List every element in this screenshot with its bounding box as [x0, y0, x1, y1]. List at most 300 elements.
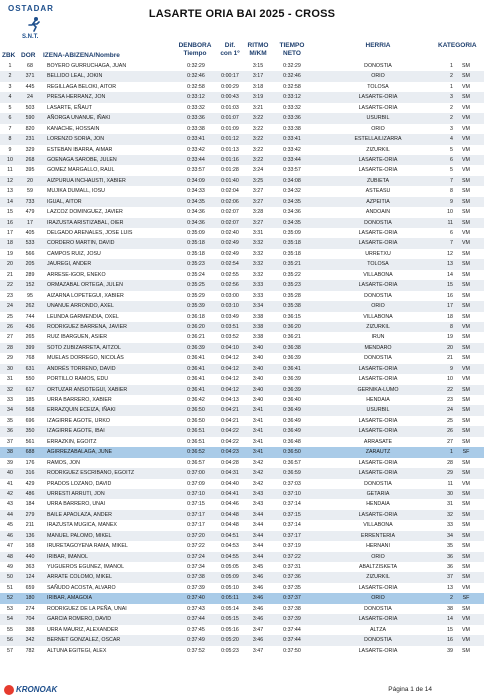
table-row: [0, 499, 484, 509]
cell-city: HENDAIA: [366, 397, 390, 403]
table-row: [0, 103, 484, 113]
cell-diff: 0:04:53: [221, 543, 239, 550]
cell-city: LASARTE-ORIA: [358, 156, 398, 163]
cell-name: LASARTE, EÑAUT: [47, 104, 92, 111]
cell-position: 17: [7, 230, 13, 236]
cell-bib: 503: [25, 104, 35, 111]
cell-time: 0:37:17: [187, 511, 205, 518]
cell-time: 0:37:20: [187, 532, 205, 539]
table-row: [0, 124, 484, 134]
table-row: [0, 113, 484, 123]
cell-bib: 590: [25, 115, 35, 122]
table-row: [0, 218, 484, 228]
cell-category-position: 11: [447, 480, 453, 487]
cell-city: ORIO: [371, 125, 385, 132]
timing-logo: [4, 684, 68, 696]
cell-diff: 0:05:05: [221, 564, 239, 570]
cell-category: SM: [462, 386, 470, 393]
cell-position: 29: [7, 355, 13, 362]
cell-position: 41: [7, 480, 13, 487]
cell-name: PRESA HERRANZ, JON: [47, 94, 106, 101]
cell-category: SM: [462, 490, 470, 497]
cell-time: 0:37:38: [187, 574, 205, 581]
page-indicator: Página 1 de 14: [388, 686, 432, 693]
table-row: [0, 385, 484, 395]
cell-time: 0:33:32: [187, 104, 205, 111]
cell-diff: 0:02:06: [221, 198, 239, 205]
cell-pace: 3:40: [252, 344, 264, 351]
cell-name: LAZCOZ DOMINGUEZ, JAVIER: [47, 209, 123, 216]
cell-net-time: 0:36:40: [283, 397, 301, 403]
table-row: [0, 447, 484, 457]
table-row: [0, 635, 484, 645]
cell-diff: 0:04:46: [221, 501, 239, 508]
cell-pace: 3:42: [252, 470, 264, 477]
cell-name: BOYERO GURRUCHAGA, JUAN: [47, 63, 127, 69]
cell-name: IRIBAR, IMANOL: [47, 553, 88, 560]
table-row: [0, 312, 484, 322]
cell-pace: 3:19: [252, 94, 264, 101]
cell-position: 31: [7, 376, 13, 383]
cell-category: SM: [462, 198, 470, 205]
cell-diff: 0:04:12: [221, 386, 239, 393]
cell-pace: 3:38: [252, 323, 264, 330]
cell-city: VILLABONA: [363, 313, 393, 320]
cell-category-position: 24: [447, 407, 453, 414]
cell-net-time: 0:37:35: [283, 584, 301, 591]
cell-city: ZIZURKIL: [366, 574, 390, 581]
cell-net-time: 0:32:29: [283, 63, 301, 69]
cell-city: LASARTE-ORIA: [358, 230, 398, 236]
cell-diff: 0:02:55: [221, 271, 239, 278]
cell-net-time: 0:36:20: [283, 323, 301, 330]
table-row: [0, 270, 484, 280]
table-row: [0, 353, 484, 363]
table-row: [0, 259, 484, 269]
cell-net-time: 0:36:21: [283, 334, 301, 341]
cell-category-position: 2: [450, 73, 453, 80]
cell-time: 0:37:09: [187, 480, 205, 487]
cell-pace: 3:44: [252, 511, 264, 518]
cell-category-position: 23: [447, 397, 453, 403]
cell-city: USURBIL: [366, 407, 390, 414]
cell-category: VM: [462, 136, 470, 143]
cell-category-position: 37: [447, 574, 453, 581]
cell-name: URRA BARRERO, XABIER: [47, 397, 112, 403]
cell-bib: 205: [25, 261, 35, 268]
cell-net-time: 0:34:32: [283, 188, 301, 195]
cell-name: IRIBAR, AMAGOIA: [47, 595, 93, 602]
cell-category: SM: [462, 94, 470, 101]
cell-net-time: 0:37:10: [283, 490, 301, 497]
cell-bib: 704: [25, 616, 35, 623]
cell-category: SM: [462, 647, 470, 654]
cell-diff: 0:01:03: [221, 104, 239, 111]
cell-pace: 3:40: [252, 355, 264, 362]
cell-pace: 3:44: [252, 532, 264, 539]
cell-category-position: 1: [450, 449, 453, 456]
cell-pace: 3:15: [252, 63, 264, 69]
cell-pace: 3:44: [252, 522, 264, 529]
cell-pace: 3:46: [252, 595, 264, 602]
cell-category: SF: [462, 595, 470, 602]
cell-category: SM: [462, 188, 470, 195]
cell-category: VM: [462, 616, 470, 623]
cell-diff: 0:02:49: [221, 250, 239, 257]
cell-diff: 0:04:13: [221, 397, 239, 403]
cell-position: 16: [7, 219, 13, 226]
cell-city: ZARAUTZ: [365, 449, 391, 456]
cell-position: 45: [7, 522, 13, 529]
cell-city: AZPEITIA: [366, 198, 390, 205]
cell-category-position: 26: [447, 428, 453, 435]
table-row: [0, 541, 484, 551]
cell-bib: 659: [25, 584, 35, 591]
cell-diff: 0:04:48: [221, 522, 239, 529]
cell-time: 0:36:52: [187, 449, 205, 456]
cell-net-time: 0:36:15: [283, 313, 301, 320]
cell-position: 55: [7, 626, 13, 633]
cell-name: AÑORGA UNANUE, IÑAKI: [47, 115, 111, 122]
cell-net-time: 0:35:21: [283, 261, 301, 268]
cell-time: 0:37:40: [187, 595, 205, 602]
cell-name: SOTO ZUBIZARRETA, AITZOL: [47, 344, 121, 351]
table-row: [0, 165, 484, 175]
cell-net-time: 0:37:36: [283, 574, 301, 581]
cell-city: ASTEASU: [365, 188, 391, 195]
table-row: [0, 291, 484, 301]
cell-name: RODRIGUEZ ESCRIBANO, EGOITZ: [47, 470, 135, 477]
cell-category-position: 14: [447, 271, 453, 278]
cell-category-position: 2: [450, 595, 453, 602]
cell-category: SM: [462, 313, 470, 320]
cell-name: ORTUZAR ANSOTEGUI, XABIER: [47, 386, 128, 393]
cell-time: 0:34:09: [187, 177, 205, 184]
cell-bib: 350: [25, 428, 35, 435]
cell-diff: 0:00:17: [221, 73, 239, 80]
cell-net-time: 0:35:09: [283, 230, 301, 236]
cell-time: 0:36:39: [187, 344, 205, 351]
cell-diff: 0:04:48: [221, 511, 239, 518]
cell-time: 0:37:22: [187, 543, 205, 550]
cell-time: 0:35:23: [187, 261, 205, 268]
cell-net-time: 0:35:23: [283, 282, 301, 289]
cell-bib: 185: [25, 397, 35, 403]
cell-bib: 274: [25, 605, 35, 612]
cell-category: VM: [462, 125, 470, 132]
cell-diff: 0:04:55: [221, 553, 239, 560]
cell-position: 40: [7, 470, 13, 477]
cell-position: 48: [7, 553, 13, 560]
cell-name: RUIZ IBARGUEN, ASIER: [47, 334, 108, 341]
cell-pace: 3:40: [252, 386, 264, 393]
col-pace-line1: RITMO: [247, 42, 269, 49]
cell-category: VM: [462, 637, 470, 644]
cell-bib: 136: [25, 532, 35, 539]
cell-category: SF: [462, 449, 470, 456]
table-row: [0, 61, 484, 71]
table-row: [0, 416, 484, 426]
cell-city: DONOSTIA: [364, 480, 392, 487]
cell-category-position: 30: [447, 490, 453, 497]
cell-category-position: 32: [447, 511, 453, 518]
cell-category: SM: [462, 564, 470, 570]
cell-category-position: 8: [450, 323, 453, 330]
cell-category-position: 10: [447, 209, 453, 216]
cell-pace: 3:46: [252, 584, 264, 591]
cell-position: 44: [7, 511, 13, 518]
cell-city: LASARTE-ORIA: [358, 584, 398, 591]
col-net-line1: TIEMPO: [279, 42, 305, 49]
cell-position: 37: [7, 438, 13, 445]
cell-category: SM: [462, 417, 470, 424]
cell-category: VM: [462, 104, 470, 111]
cell-category-position: 9: [450, 198, 453, 205]
cell-diff: 0:03:51: [221, 323, 239, 330]
cell-diff: 0:04:10: [221, 344, 239, 351]
cell-diff: 0:01:09: [221, 125, 239, 132]
table-row: [0, 458, 484, 468]
cell-bib: 342: [25, 637, 35, 644]
cell-time: 0:36:20: [187, 323, 205, 330]
cell-city: MENDARO: [364, 344, 392, 351]
cell-position: 21: [7, 271, 13, 278]
club-logo-text: OSTADAR: [8, 4, 54, 13]
cell-net-time: 0:37:38: [283, 605, 301, 612]
cell-position: 49: [7, 564, 13, 570]
cell-city: VILLABONA: [363, 271, 393, 278]
cell-name: ORMAZABAL ORTEGA, JULEN: [47, 282, 123, 289]
cell-pace: 3:21: [252, 104, 264, 111]
cell-category: SM: [462, 282, 470, 289]
cell-city: LASARTE-ORIA: [358, 511, 398, 518]
cell-category: VM: [462, 115, 470, 122]
cell-name: AIZPURUA INCHAUSTI, XABIER: [47, 177, 126, 184]
cell-bib: 184: [25, 501, 35, 508]
cell-category-position: 20: [447, 344, 453, 351]
col-name: IZENA-ABIZENA/Nombre: [43, 52, 120, 59]
cell-pace: 3:22: [252, 146, 264, 153]
cell-time: 0:36:50: [187, 407, 205, 414]
cell-name: PORTILLO RAMOS, EDU: [47, 376, 109, 383]
cell-category: SM: [462, 209, 470, 216]
cell-name: DELGADO ARENALES, JOSE LUIS: [47, 230, 133, 236]
cell-bib: 405: [25, 230, 35, 236]
cell-bib: 68: [27, 63, 33, 69]
cell-name: YUGUEROS EGUNEZ, IMANOL: [47, 564, 125, 570]
cell-category-position: 5: [450, 146, 453, 153]
cell-diff: 0:04:21: [221, 417, 239, 424]
cell-net-time: 0:32:58: [283, 83, 301, 90]
table-row: [0, 625, 484, 635]
cell-time: 0:32:29: [187, 63, 205, 69]
cell-time: 0:35:09: [187, 230, 205, 236]
cell-time: 0:37:10: [187, 490, 205, 497]
cell-category-position: 22: [447, 386, 453, 393]
cell-category: SM: [462, 605, 470, 612]
cell-time: 0:36:21: [187, 334, 205, 341]
cell-diff: 0:01:16: [221, 156, 239, 163]
cell-time: 0:36:51: [187, 428, 205, 435]
table-row: [0, 614, 484, 624]
cell-time: 0:37:52: [187, 647, 205, 654]
cell-city: DONOSTIA: [364, 355, 392, 362]
cell-pace: 3:46: [252, 574, 264, 581]
cell-category-position: 3: [450, 94, 453, 101]
timing-logo-icon: [4, 685, 14, 695]
cell-name: PRADOS LOZANO, DAVID: [47, 480, 112, 487]
cell-name: JAUREGI, ANDER: [47, 261, 92, 268]
cell-position: 52: [7, 595, 13, 602]
cell-pace: 3:34: [252, 303, 264, 310]
table-row: [0, 604, 484, 614]
table-row: [0, 437, 484, 447]
cell-name: ERRAZKIN, EGOITZ: [47, 438, 97, 445]
table-row: [0, 374, 484, 384]
cell-city: DONOSTIA: [364, 292, 392, 299]
cell-time: 0:34:35: [187, 198, 205, 205]
cell-time: 0:33:36: [187, 115, 205, 122]
cell-category-position: 28: [447, 459, 453, 466]
cell-net-time: 0:37:50: [283, 647, 301, 654]
cell-time: 0:33:57: [187, 167, 205, 174]
cell-category-position: 13: [447, 584, 453, 591]
cell-category-position: 16: [447, 637, 453, 644]
cell-name: GOENAGA SAROBE, JULEN: [47, 156, 117, 163]
cell-category-position: 10: [447, 376, 453, 383]
cell-category-position: 33: [447, 522, 453, 529]
cell-net-time: 0:34:36: [283, 209, 301, 216]
cell-net-time: 0:36:57: [283, 459, 301, 466]
col-diff-line2: con 1º: [220, 50, 240, 57]
cell-category: VM: [462, 323, 470, 330]
table-row: [0, 238, 484, 248]
cell-bib: 180: [25, 595, 35, 602]
cell-pace: 3:45: [252, 564, 264, 570]
col-diff-line1: Dif.: [224, 42, 236, 49]
cell-pace: 3:44: [252, 553, 264, 560]
cell-city: LASARTE-ORIA: [358, 470, 398, 477]
cell-diff: 0:04:22: [221, 428, 239, 435]
cell-net-time: 0:33:44: [283, 156, 301, 163]
cell-position: 27: [7, 334, 13, 341]
cell-bib: 733: [25, 198, 35, 205]
cell-category: SM: [462, 522, 470, 529]
cell-time: 0:35:25: [187, 282, 205, 289]
cell-pace: 3:42: [252, 459, 264, 466]
cell-bib: 399: [25, 344, 35, 351]
cell-city: LASARTE-ORIA: [358, 459, 398, 466]
table-row: [0, 489, 484, 499]
cell-position: 25: [7, 313, 13, 320]
cell-diff: 0:00:29: [221, 83, 239, 90]
cell-pace: 3:43: [252, 501, 264, 508]
cell-city: TOLOSA: [367, 261, 389, 268]
cell-city: ORIO: [371, 553, 385, 560]
cell-pace: 3:41: [252, 407, 264, 414]
cell-category-position: 17: [447, 303, 453, 310]
cell-pace: 3:41: [252, 428, 264, 435]
cell-time: 0:32:58: [187, 83, 205, 90]
cell-diff: 0:04:21: [221, 407, 239, 414]
cell-category: SM: [462, 511, 470, 518]
cell-diff: 0:04:31: [221, 470, 239, 477]
cell-name: ARRATE COLOMO, MIKEL: [47, 574, 112, 581]
cell-net-time: 0:32:46: [283, 73, 301, 80]
cell-name: ALTUNA EGITEGI, ALEX: [47, 647, 107, 654]
cell-time: 0:35:18: [187, 250, 205, 257]
cell-time: 0:32:46: [187, 73, 205, 80]
cell-category: VM: [462, 167, 470, 174]
cell-time: 0:36:50: [187, 417, 205, 424]
cell-net-time: 0:37:19: [283, 543, 301, 550]
table-row: [0, 155, 484, 165]
cell-net-time: 0:33:32: [283, 104, 301, 111]
table-row: [0, 145, 484, 155]
cell-pace: 3:41: [252, 438, 264, 445]
cell-name: IRAZUSTA MUGICA, MANEX: [47, 522, 117, 529]
cell-time: 0:36:18: [187, 313, 205, 320]
cell-diff: 0:05:23: [221, 647, 239, 654]
cell-name: GOMEZ MARGALLO, RAUL: [47, 167, 115, 174]
table-row: [0, 197, 484, 207]
cell-net-time: 0:36:39: [283, 355, 301, 362]
cell-bib: 550: [25, 376, 35, 383]
cell-city: LASARTE-ORIA: [358, 240, 398, 247]
cell-category: VM: [462, 83, 470, 90]
cell-bib: 231: [25, 136, 35, 143]
cell-net-time: 0:34:35: [283, 198, 301, 205]
cell-name: IZAGIRRE AGOTE, IBAI: [47, 428, 105, 435]
cell-diff: 0:02:07: [221, 219, 239, 226]
cell-pace: 3:47: [252, 626, 264, 633]
cell-city: USURBIL: [366, 115, 390, 122]
cell-name: MUJIKA DUMALL, IOSU: [47, 188, 105, 195]
cell-category-position: 31: [447, 501, 453, 508]
cell-diff: 0:04:28: [221, 459, 239, 466]
table-row: [0, 134, 484, 144]
cell-category: SM: [462, 543, 470, 550]
cell-bib: 388: [25, 626, 35, 633]
cell-diff: 0:02:07: [221, 209, 239, 216]
cell-category: SM: [462, 250, 470, 257]
table-row: [0, 301, 484, 311]
cell-bib: 568: [25, 407, 35, 414]
cell-bib: 265: [25, 334, 35, 341]
cell-diff: 0:05:20: [221, 637, 239, 644]
cell-category-position: 38: [447, 605, 453, 612]
cell-pace: 3:46: [252, 616, 264, 623]
cell-city: LASARTE-ORIA: [358, 282, 398, 289]
cell-net-time: 0:36:41: [283, 365, 301, 372]
cell-bib: 617: [25, 386, 35, 393]
cell-net-time: 0:33:57: [283, 167, 301, 174]
cell-category: SM: [462, 532, 470, 539]
cell-time: 0:37:34: [187, 564, 205, 570]
cell-name: URRA MAURIZ, ALEXANDER: [47, 626, 119, 633]
cell-category-position: 15: [447, 626, 453, 633]
cell-category-position: 36: [447, 564, 453, 570]
cell-position: 14: [7, 198, 13, 205]
cell-category-position: 9: [450, 365, 453, 372]
cell-time: 0:36:42: [187, 397, 205, 403]
cell-position: 51: [7, 584, 13, 591]
cell-net-time: 0:37:17: [283, 532, 301, 539]
cell-position: 43: [7, 501, 13, 508]
cell-net-time: 0:37:44: [283, 626, 301, 633]
cell-net-time: 0:36:59: [283, 470, 301, 477]
cell-diff: 0:01:07: [221, 115, 239, 122]
